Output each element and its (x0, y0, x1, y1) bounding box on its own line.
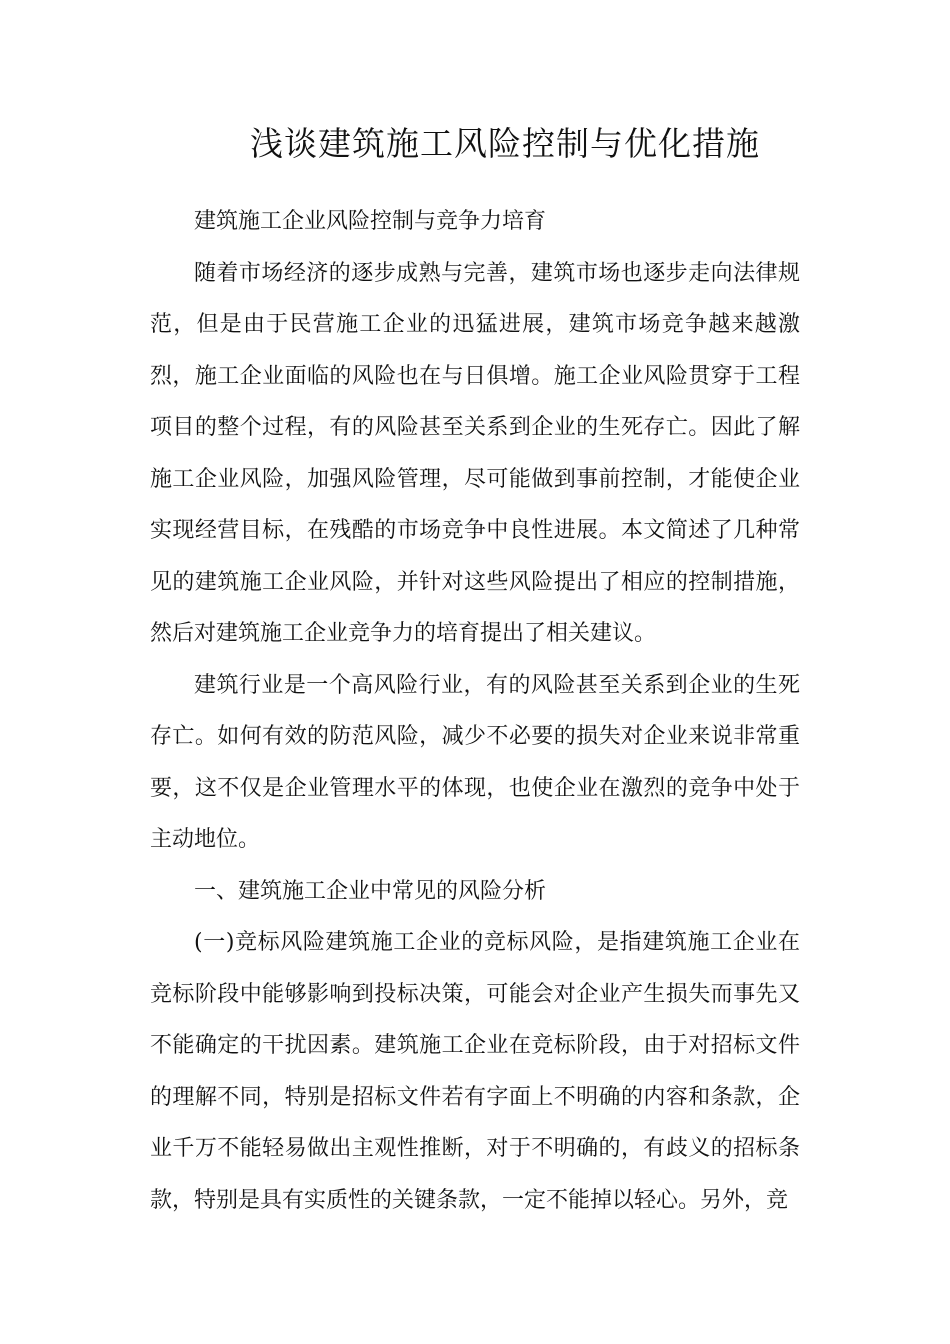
document-body (150, 196, 800, 1226)
paragraph-industry: 建筑行业是一个高风险行业，有的风险甚至关系到企业的生死存亡。如何有效的防范风险，减少不必要的损失对企业来说非常重要，这不仅是企业管理水平的体现，也使企业在激烈的竞争中处于主动地位。 (150, 672, 800, 852)
paragraph-bidding-risk: (一)竞标风险建筑施工企业的竞标风险，是指建筑施工企业在竞标阶段中能够影响到投标决策，可能会对企业产生损失而事先又不能确定的干扰因素。建筑施工企业在竞标阶段，由于对招标文件的理解不同，特别是招标文件若有字面上不明确的内容和条款，企业千万不能轻易做出主观性推断，对于不明确的，有歧义的招标条款，特别是具有实质性的关键条款，一定不能掉以轻心。另外，竞 (150, 930, 800, 1213)
paragraph-subtitle: 建筑施工企业风险控制与竞争力培育 (194, 209, 547, 234)
section-heading: 一、建筑施工企业中常见的风险分析 (194, 878, 547, 904)
paragraph-intro: 随着市场经济的逐步成熟与完善，建筑市场也逐步走向法律规范，但是由于民营施工企业的迅猛进展，建筑市场竞争越来越激烈，施工企业面临的风险也在与日俱增。施工企业风险贯穿于工程项目的整个过程，有的风险甚至关系到企业的生死存亡。因此了解施工企业风险，加强风险管理，尽可能做到事前控制，才能使企业实现经营目标，在残酷的市场竞争中良性进展。本文简述了几种常见的建筑施工企业风险，并针对这些风险提出了相应的控制措施，然后对建筑施工企业竞争力的培育提出了相关建议。 (150, 260, 800, 646)
document-title: 浅谈建筑施工风险控制与优化措施 (250, 124, 760, 163)
